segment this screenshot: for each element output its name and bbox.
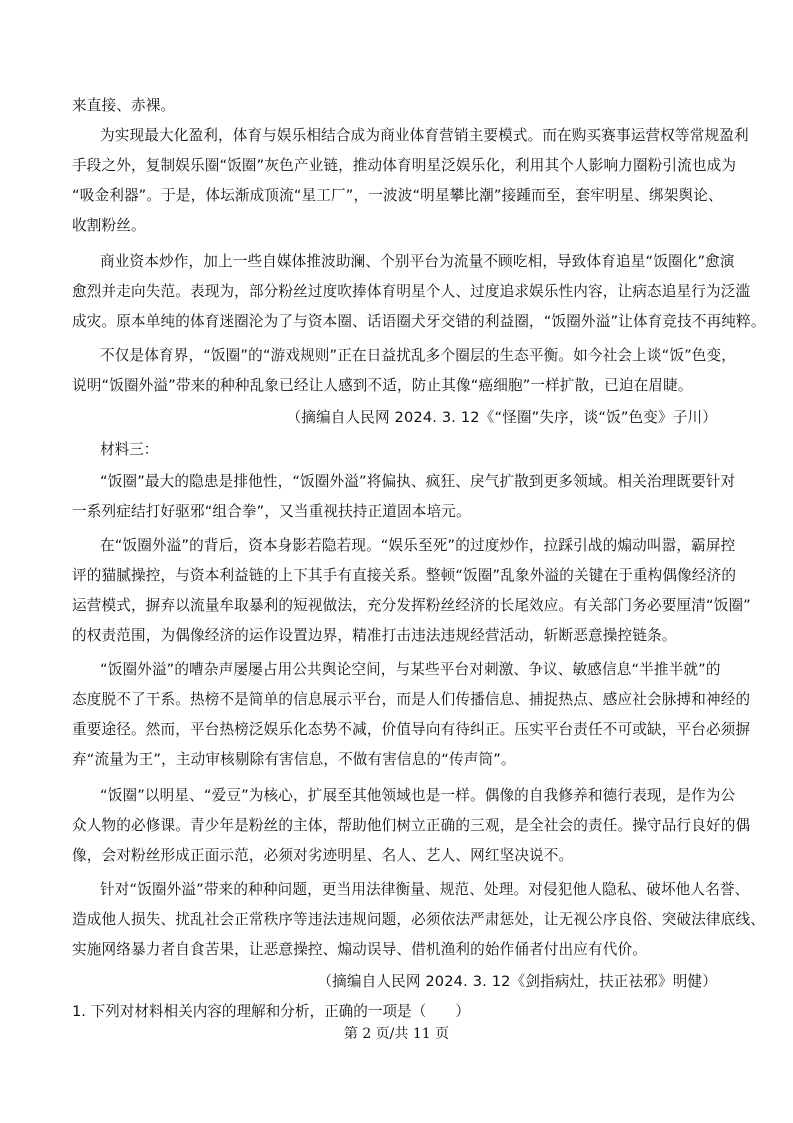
text-line: 像，会对粉丝形成正面示范，必须对劣迹明星、名人、艺人、网红坚决说不。: [72, 847, 574, 864]
text-line: 众人物的必修课。青少年是粉丝的主体，帮助他们树立正确的三观，是全社会的责任。操守品行良好的偶: [72, 817, 751, 834]
text-line: 成灾。原本单纯的体育迷圈沦为了与资本圈、话语圈犬牙交错的利益圈，“饭圈外溢”让体育竞技不再纯粹。: [72, 313, 766, 330]
source-citation-3: （摘编自人民网 2024. 3. 12《剑指病灶，扶正祛邪》明健）: [317, 973, 717, 990]
text-line: 为实现最大化盈利，体育与娱乐相结合成为商业体育营销主要模式。而在购买赛事运营权等常规盈利: [100, 127, 749, 144]
text-line: “饭圈”最大的隐患是排他性，“饭圈外溢”将偏执、疯狂、戾气扩散到更多领域。相关治理既要针对: [100, 473, 736, 490]
text-line: 不仅是体育界，“饭圈”的“游戏规则”正在日益扰乱多个圈层的生态平衡。如今社会上谈“饭”色变，: [100, 347, 737, 364]
page-footer: 第 2 页/共 11 页: [343, 1026, 450, 1042]
text-line: 手段之外，复制娱乐圈“饭圈”灰色产业链，推动体育明星泛娱乐化，利用其个人影响力圈粉引流也成为: [72, 157, 737, 174]
text-line: 收割粉丝。: [72, 217, 146, 234]
text-line: 评的猫腻操控，与资本利益链的上下其手有直接关系。整顿“饭圈”乱象外溢的关键在于重构偶像经济的: [72, 567, 737, 584]
text-line: 说明“饭圈外溢”带来的种种乱象已经让人感到不适，防止其像“癌细胞”一样扩散，已迫在眉睫。: [72, 377, 693, 394]
text-line: 在“饭圈外溢”的背后，资本身影若隐若现。“娱乐至死”的过度炒作，拉踩引战的煽动叫嚣，霸屏控: [100, 537, 736, 554]
text-line: 运营模式，摒弃以流量牟取暴利的短视做法，充分发挥粉丝经济的长尾效应。有关部门务必要厘清“饭圈”: [72, 597, 751, 614]
question-1: 1. 下列对材料相关内容的理解和分析，正确的一项是（ ）: [72, 1003, 471, 1020]
text-line: 态度脱不了干系。热榜不是简单的信息展示平台，而是人们传播信息、捕捉热点、感应社会脉搏和神经的: [72, 691, 751, 708]
text-line: “饭圈外溢”的嘈杂声屡屡占用公共舆论空间，与某些平台对刺激、争议、敏感信息“半推半就”的: [100, 661, 721, 678]
text-line: 造成他人损失、扰乱社会正常秩序等违法违规问题，必须依法严肃惩处，让无视公序良俗、突破法律底线、: [72, 911, 765, 928]
source-citation-2: （摘编自人民网 2024. 3. 12《“怪圈”失序，谈“饭”色变》子川）: [286, 409, 717, 426]
text-line: 重要途径。然而，平台热榜泛娱乐化态势不减，价值导向有待纠正。压实平台责任不可或缺，平台必须摒: [72, 721, 751, 738]
text-line: 弃“流量为王”，主动审核剔除有害信息，不做有害信息的“传声筒”。: [72, 751, 516, 768]
text-line: 一系列症结打好驱邪“组合拳”，又当重视扶持正道固本培元。: [72, 503, 471, 520]
text-line: “饭圈”以明星、“爱豆”为核心，扩展至其他领域也是一样。偶像的自我修养和德行表现，是作为公: [100, 787, 736, 804]
text-line: 实施网络暴力者自食苦果，让恶意操控、煽动误导、借机渔利的始作俑者付出应有代价。: [72, 941, 648, 958]
material-3-label: 材料三：: [100, 441, 159, 458]
text-line: 的权责范围，为偶像经济的运作设置边界，精准打击违法违规经营活动，斩断恶意操控链条。: [72, 627, 677, 644]
text-line: 针对“饭圈外溢”带来的种种问题，更当用法律衡量、规范、处理。对侵犯他人隐私、破坏他人名誉、: [100, 881, 750, 898]
text-line: 商业资本炒作，加上一些自媒体推波助澜、个别平台为流量不顾吃相，导致体育追星“饭圈化”愈演: [100, 253, 735, 270]
text-line: 愈烈并走向失范。表现为，部分粉丝过度吹捧体育明星个人、过度追求娱乐性内容，让病态追星行为泛滥: [72, 283, 751, 300]
text-line: “吸金利器”。于是，体坛渐成顶流“星工厂”，一波波“明星攀比潮”接踵而至，套牢明星、绑架舆论、: [72, 187, 723, 204]
continuation-line: 来直接、赤裸。: [72, 97, 176, 114]
